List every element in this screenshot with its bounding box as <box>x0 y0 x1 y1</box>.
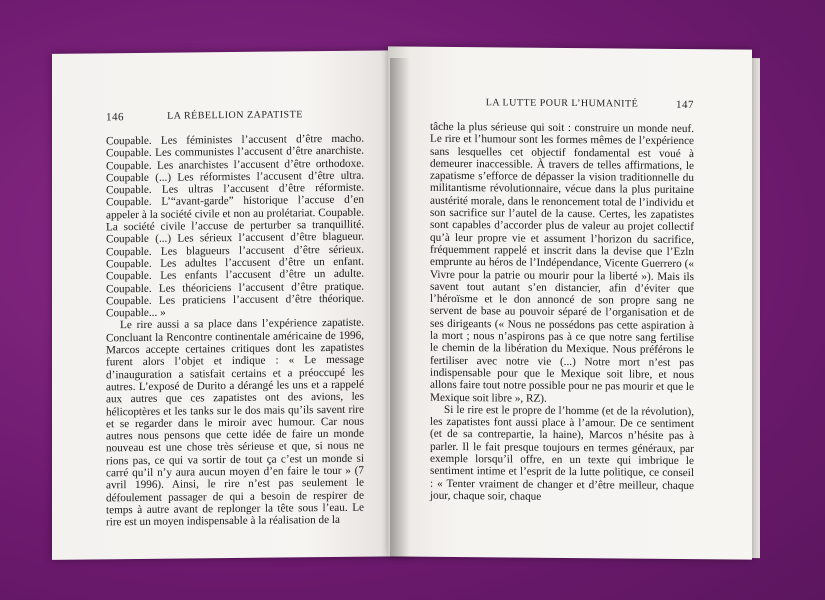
left-page-body <box>106 133 364 529</box>
right-paragraph-2: Si le rire est le propre de l’homme (et de la révolution), les zapatistes font aussi place à l’amour. De ce sentiment (et de sa contrepartie, la haine), Marcos n’hésite pas à parler. Il le fait presque toujours en termes généraux, par exemple lorsqu’il offre, en un texte qui imbrique le sentiment intime et l’esprit de la lutte politique, ce conseil : « Tenter vraiment de changer et d’être meilleur, chaque jour, chaque soir, chaque <box>430 403 694 503</box>
right-page <box>388 46 752 559</box>
left-page-number: 146 <box>106 111 124 124</box>
right-page-number: 147 <box>676 98 694 112</box>
left-paragraph-1: Coupable. Les féministes l’accusent d’être macho. Coupable. Les communistes l’accusent d’être anarchiste. Coupable. Les anarchistes l’accusent d’être orthodoxe. Coupable (...) Les réformistes l’accusent d’être ultra. Coupable. Les ultras l’accusent d’être réformiste. Coupable. L’“avant-garde” historique l’accuse d’en appeler à la société civile et non au prolétariat. Coupable. La société civile l’accuse de perturber sa tranquillité. Coupable (...) Les sérieux l’accusent d’être blagueur. Coupable. Les blagueurs l’accusent d’être sérieux. Coupable. Les adultes l’accusent d’être un enfant. Coupable. Les enfants l’accusent d’être un adulte. Coupable. Les théoriciens l’accusent d’être pratique. Coupable. Les praticiens l’accusent d’être théorique. Coupable... » <box>106 132 364 320</box>
right-page-body <box>430 121 694 505</box>
book-gutter-shadow <box>390 58 410 558</box>
left-paragraph-2: Le rire aussi a sa place dans l’expérience zapatiste. Concluant la Rencontre continentale américaine de 1996, Marcos accepte certaines critiques dont les zapatistes furent alors l’objet et indique : « Le message d’inauguration a satisfait certains et a préoccupé les autres. L’exposé de Durito a dérangé les uns et a rappelé aux autres que ces zapatistes ont des avions, les hélicoptères et les tanks sur le dos mais qu’ils savent rire et se regarder dans le miroir avec humour. Car nous autres nous pensons que cette idée de faire un monde nouveau est une chose très sérieuse et que, si nous ne rions pas, ce qui va sortir de tout ça c’est un monde si carré qu’il n’y aura aucun moyen d’en faire le tour » (7 avril 1996). Ainsi, le rire n’est pas seulement le défoulement passager de qui a besoin de respirer de temps à autre avant de replonger la tête sous l’eau. Le rire est un moyen indispensable à la réalisation de la <box>106 317 364 529</box>
left-page-header <box>106 109 364 124</box>
open-book <box>38 38 778 568</box>
right-page-header <box>430 97 694 111</box>
left-running-head: LA RÉBELLION ZAPATISTE <box>167 109 303 122</box>
left-page <box>52 50 414 560</box>
right-paragraph-1: tâche la plus sérieuse qui soit : construire un monde neuf. Le rire et l’humour sont les formes mêmes de l’expérience sans lesquelles cet objectif fondamental est voué à demeurer inaccessible. À travers de telles affirmations, le zapatisme s’efforce de dépasser la vision traditionnelle du militantisme révolutionnaire, vécue dans la plus puritaine austérité morale, dans le renoncement total de l’individu et son sacrifice sur l’autel de la cause. Certes, les zapatistes sont capables d’accorder plus de valeur au projet collectif qu’à leur propre vie et assument l’horizon du sacrifice, fréquemment rappelé et inscrit dans la devise que l’Ezln emprunte au héros de l’Indépendance, Vicente Guerrero (« Vivre pour la patrie ou mourir pour la liberté »). Mais ils savent tout autant s’en distancier, afin d’éviter que l’héroïsme et le don annoncé de son propre sang ne servent de base au pouvoir séparé de l’organisation et de ses dirigeants (« Nous ne possédons pas cette aspiration à la mort ; nous n’aspirons pas à ce que notre sang fertilise le chemin de la libération du Mexique. Nous préférons le fertiliser avec notre vie (...) Notre mort n’est pas indispensable pour que le Mexique soit libre, et nous allons faire tout notre possible pour ne pas mourir et que le Mexique soit libre », RZ). <box>430 120 694 405</box>
right-running-head: LA LUTTE POUR L’HUMANITÉ <box>485 97 639 110</box>
